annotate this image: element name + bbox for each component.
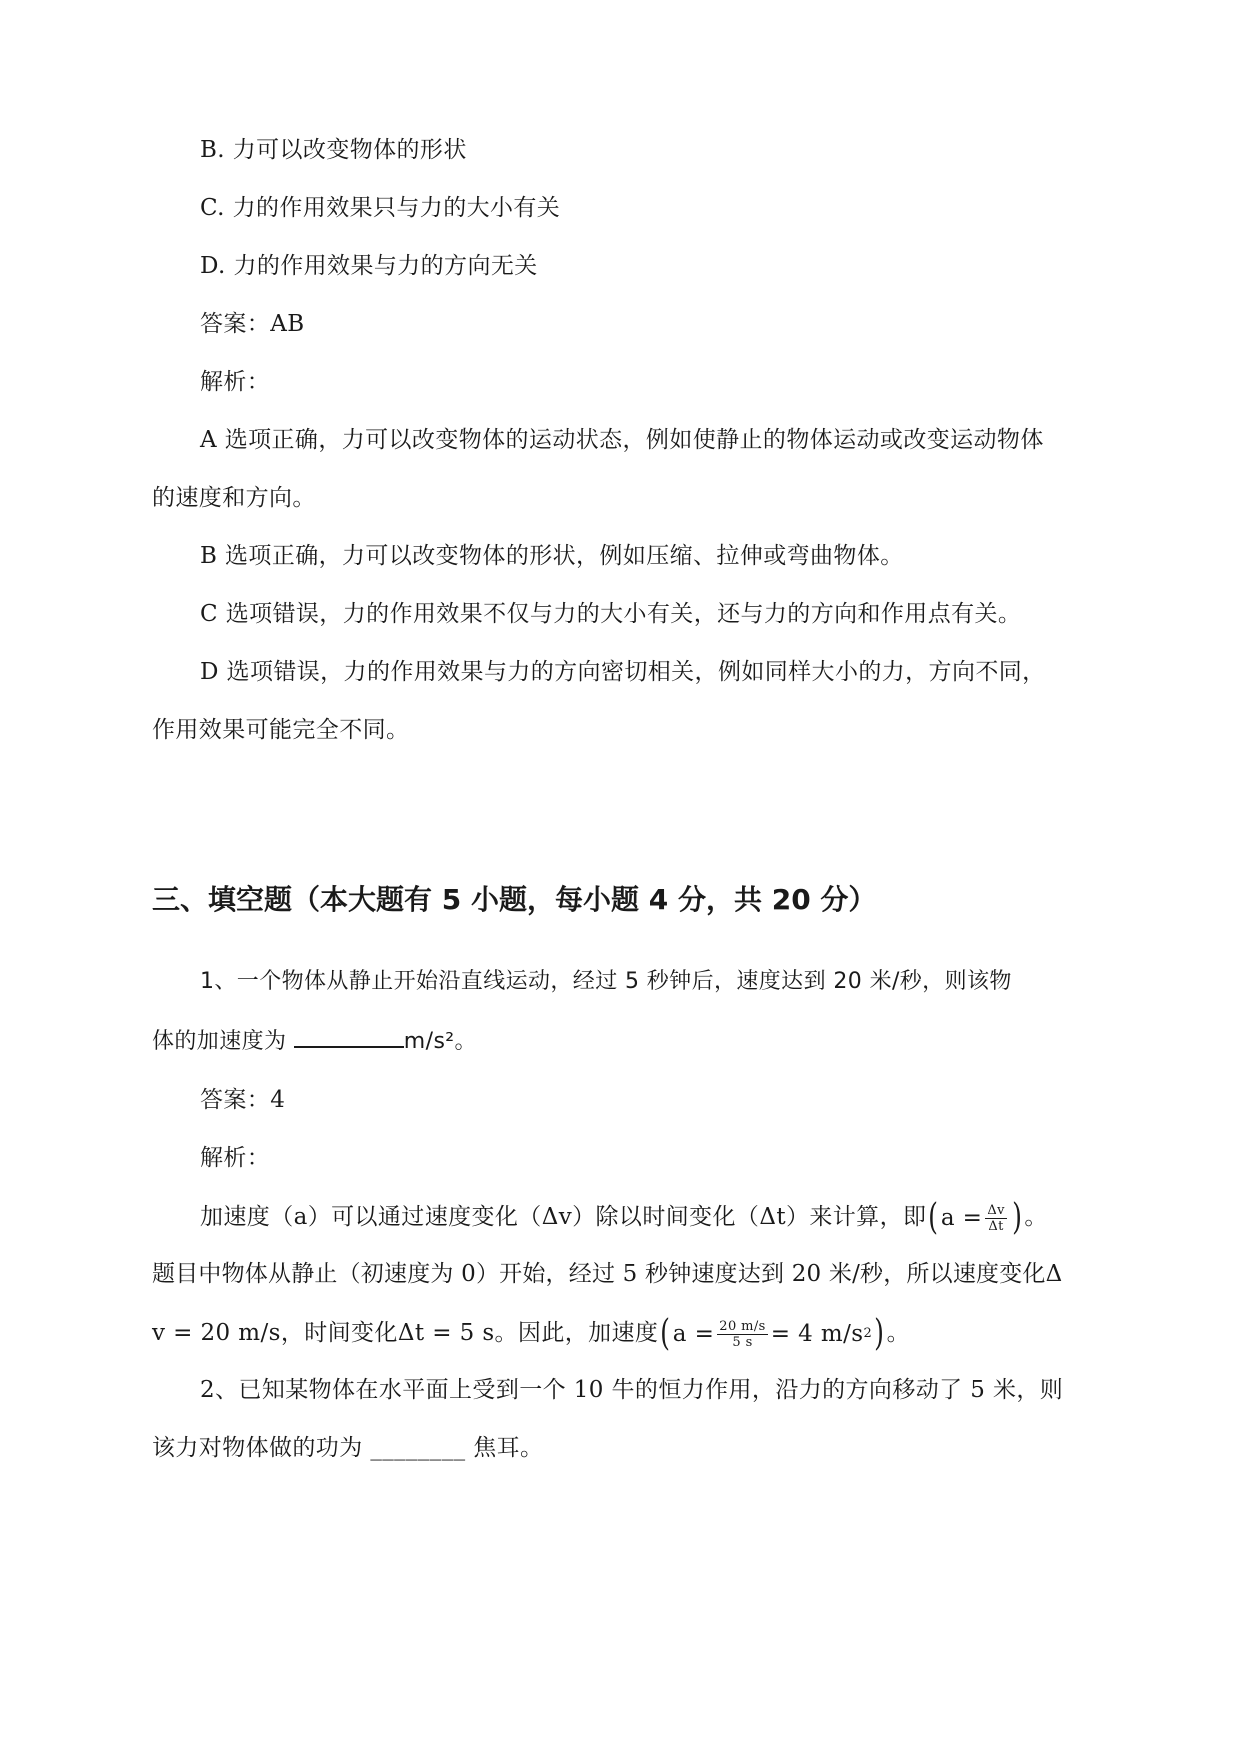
analysis-d-line-2: 作用效果可能完全不同。: [152, 717, 410, 743]
q1-explanation-line-3: [152, 1313, 910, 1354]
q1-explanation-line-1: [200, 1197, 1048, 1238]
q1-line-2-prefix: 体的加速度为: [152, 1029, 294, 1054]
q1-answer-blank[interactable]: [294, 1024, 404, 1048]
q1-line-1: 1、一个物体从静止开始沿直线运动，经过 5 秒钟后，速度达到 20 米/秒，则该物: [200, 969, 1012, 994]
q1-line-2: [152, 1024, 477, 1058]
q2-line-2: [152, 1432, 543, 1464]
section-heading: 三、填空题（本大题有 5 小题，每小题 4 分，共 20 分）: [152, 883, 877, 916]
formula-right-paren: ): [1012, 1197, 1023, 1238]
formula-acceleration-result: [658, 1313, 886, 1354]
option-d: D. 力的作用效果与力的方向无关: [200, 253, 538, 279]
formula2-rhs: = 4 m/s: [770, 1321, 864, 1347]
formula-left-paren: (: [928, 1197, 939, 1238]
formula2-lhs: a =: [672, 1321, 715, 1347]
q1-exp1-suffix: 。: [1024, 1204, 1048, 1230]
formula1-numerator: Δv: [987, 1202, 1005, 1218]
q1-explanation-line-2: 题目中物体从静止（初速度为 0）开始，经过 5 秒钟速度达到 20 米/秒，所以速度变化Δ: [152, 1261, 1063, 1287]
analysis-a-line-2: 的速度和方向。: [152, 485, 316, 511]
formula2-right-paren: ): [874, 1313, 885, 1354]
q1-exp1-prefix: 加速度（a）可以通过速度变化（Δv）除以时间变化（Δt）来计算，即: [200, 1204, 927, 1230]
q1-answer: 答案：4: [200, 1087, 286, 1113]
formula-acceleration-definition: [926, 1197, 1024, 1238]
q1-exp3-suffix: 。: [886, 1320, 910, 1346]
option-c: C. 力的作用效果只与力的大小有关: [200, 195, 561, 221]
q2-answer-blank[interactable]: ________: [370, 1435, 466, 1461]
option-b: B. 力可以改变物体的形状: [200, 137, 467, 163]
formula1-denominator: Δt: [988, 1218, 1004, 1234]
choice-analysis-label: 解析：: [200, 369, 271, 395]
formula1-lhs: a =: [940, 1205, 983, 1231]
q1-analysis-label: 解析：: [200, 1145, 271, 1171]
choice-answer: 答案：AB: [200, 311, 305, 337]
q2-line-1: 2、已知某物体在水平面上受到一个 10 牛的恒力作用，沿力的方向移动了 5 米，则: [200, 1377, 1064, 1403]
formula2-numerator: 20 m/s: [719, 1318, 766, 1334]
q1-exp3-prefix: v = 20 m/s，时间变化Δt = 5 s。因此，加速度: [152, 1320, 659, 1346]
analysis-d-line-1: D 选项错误，力的作用效果与力的方向密切相关，例如同样大小的力，方向不同，: [200, 659, 1046, 685]
formula2-fraction: [717, 1319, 767, 1350]
formula2-denominator: 5 s: [732, 1334, 753, 1350]
formula2-left-paren: (: [660, 1313, 671, 1354]
formula2-exponent: 2: [863, 1326, 873, 1341]
analysis-c-line: C 选项错误，力的作用效果不仅与力的大小有关，还与力的方向和作用点有关。: [200, 601, 1022, 627]
q1-line-2-suffix: m/s²。: [403, 1029, 477, 1054]
analysis-b-line: B 选项正确，力可以改变物体的形状，例如压缩、拉伸或弯曲物体。: [200, 543, 904, 569]
q2-line-2-suffix: 焦耳。: [465, 1435, 544, 1461]
formula1-fraction: [985, 1203, 1007, 1234]
q2-line-2-prefix: 该力对物体做的功为: [152, 1435, 371, 1461]
analysis-a-line-1: A 选项正确，力可以改变物体的运动状态，例如使静止的物体运动或改变运动物体: [200, 427, 1044, 453]
